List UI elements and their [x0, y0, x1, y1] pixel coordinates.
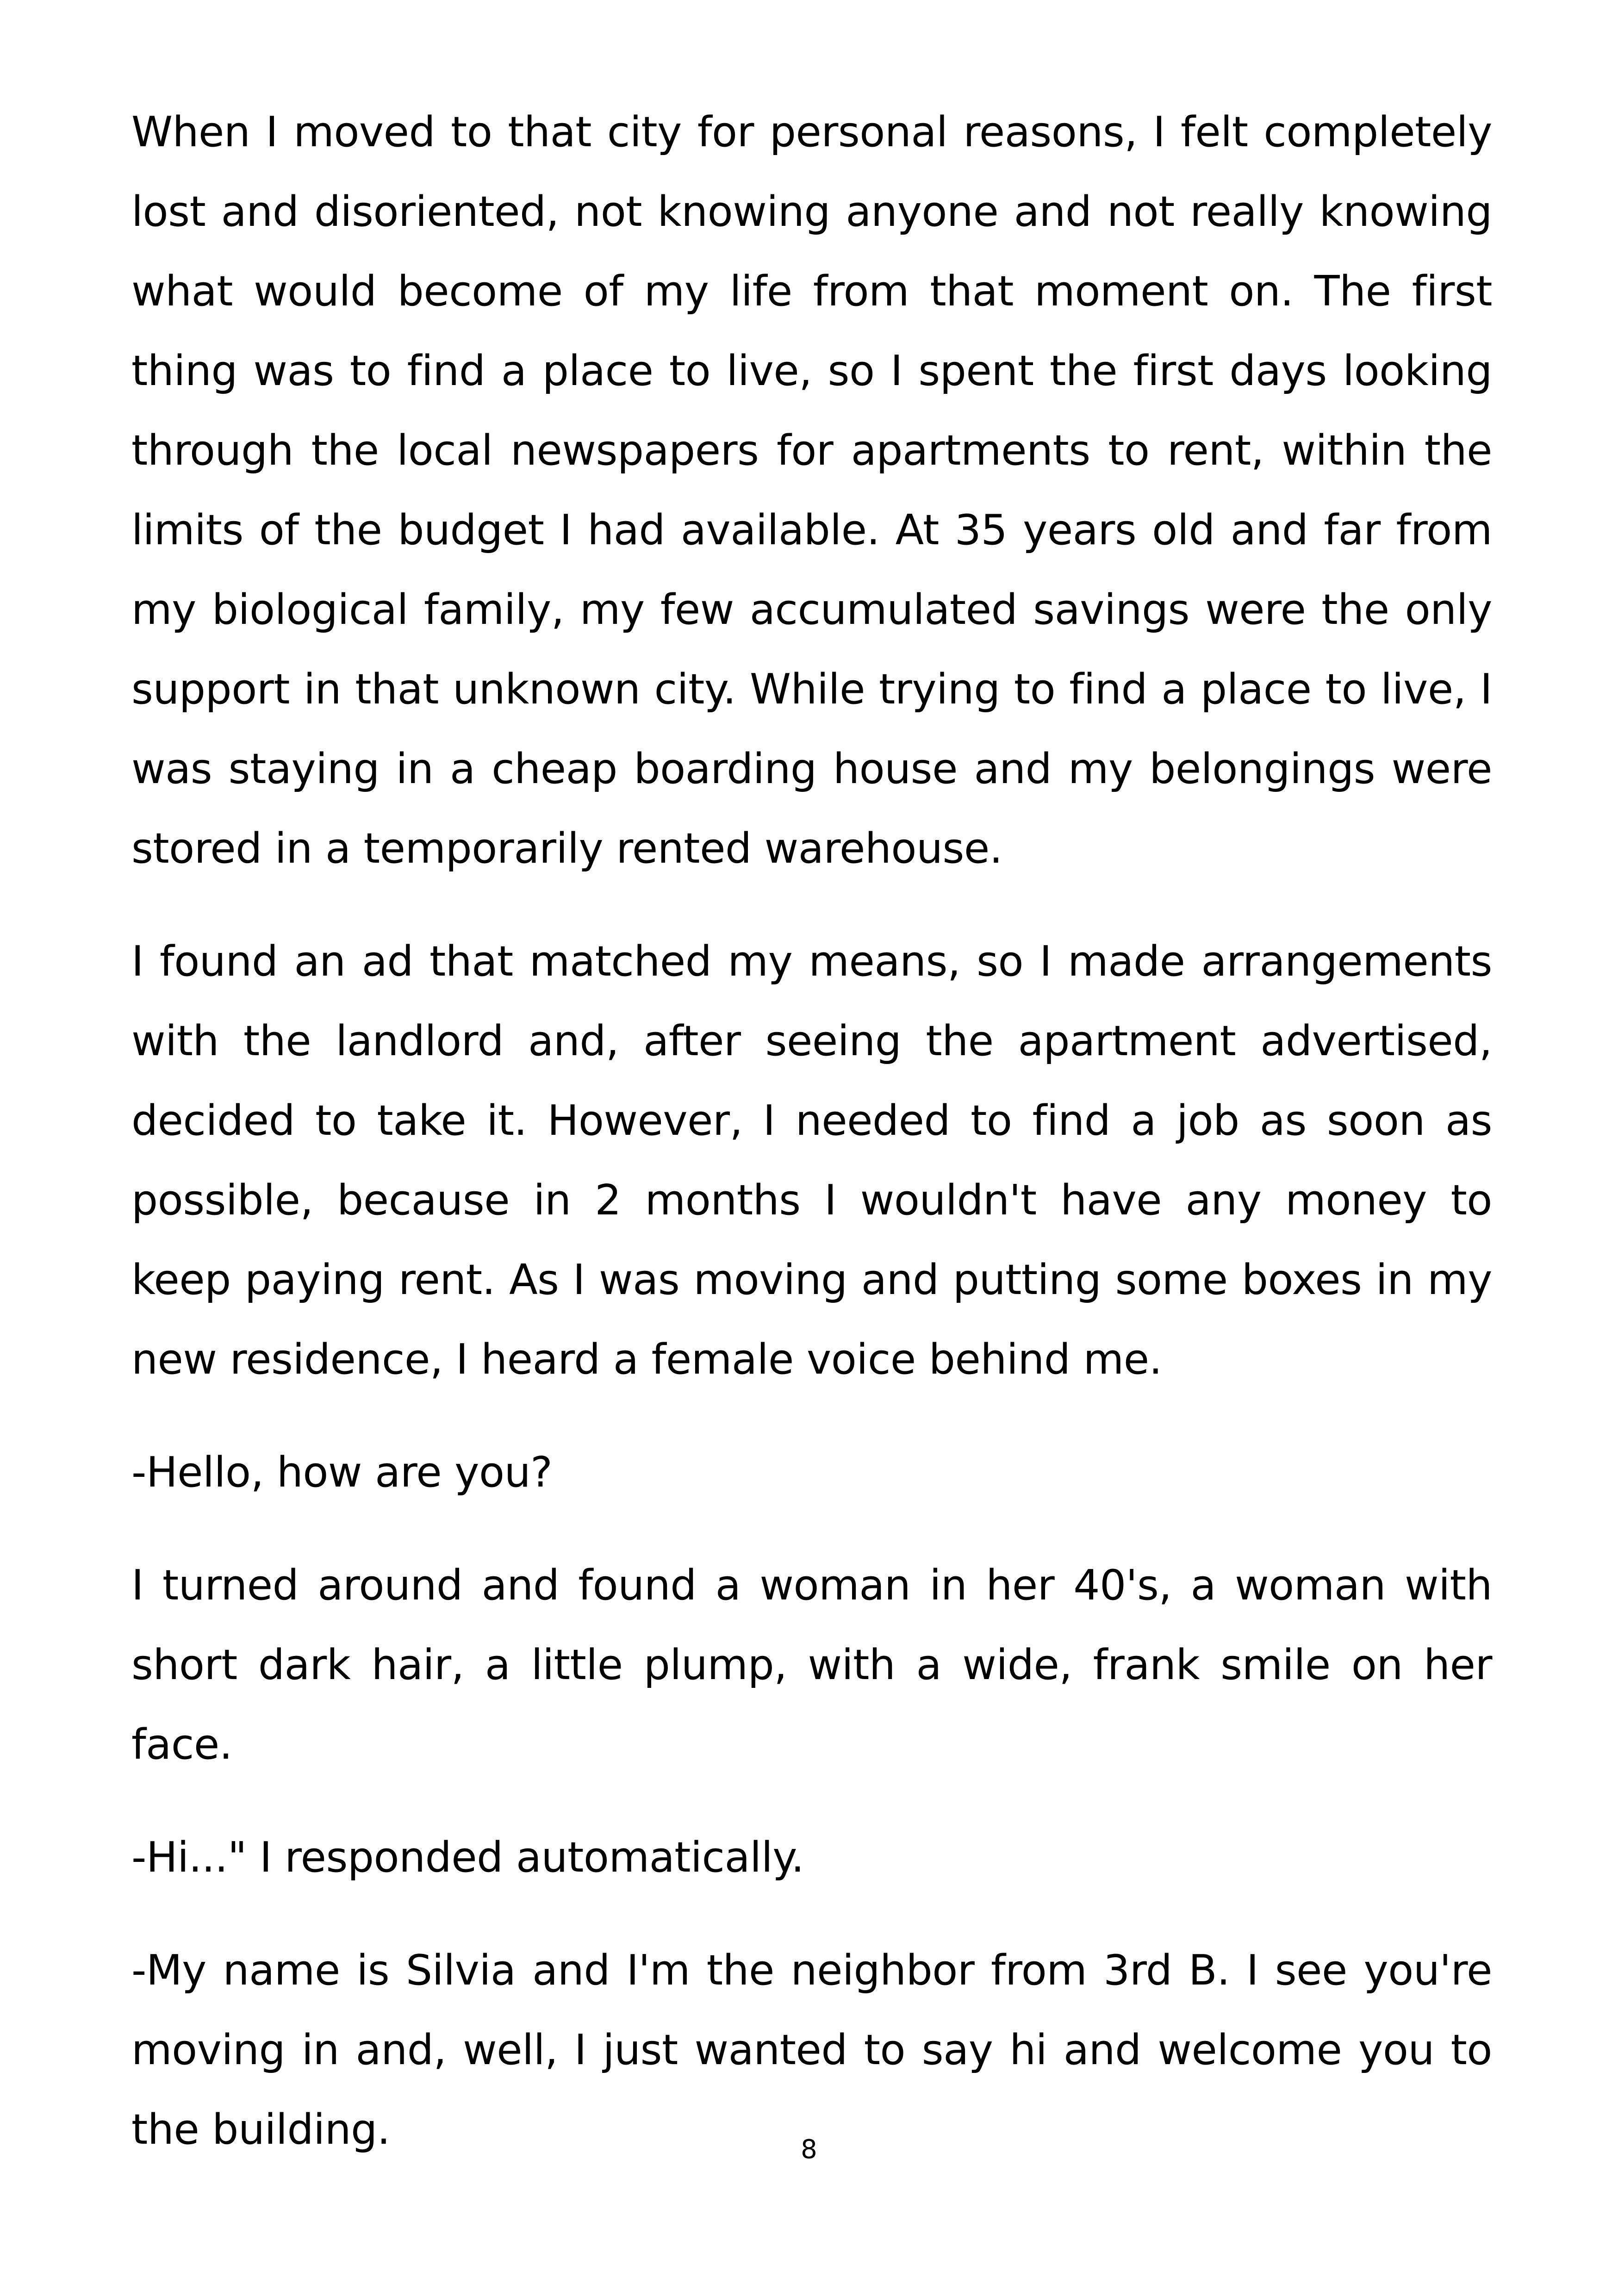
paragraph-4: I turned around and found a woman in her 40's, a woman with short dark hair, a little plump, with a wide, frank smile on her face. [131, 1561, 1492, 1769]
page-body [131, 93, 1492, 2203]
page-number: 8 [801, 2134, 817, 2165]
paragraph-6: -My name is Silvia and I'm the neighbor from 3rd B. I see you're moving in and, well, I just wanted to say hi and welcome you to the building. [131, 1946, 1492, 2154]
paragraph-2: I found an ad that matched my means, so I made arrangements with the landlord and, after seeing the apartment advertised, decided to take it. However, I needed to find a job as soon as possible, because in 2 months I wouldn't have any money to keep paying rent. As I was moving and putting some boxes in my new residence, I heard a female voice behind me. [131, 937, 1492, 1384]
paragraph-5: -Hi..." I responded automatically. [131, 1833, 804, 1882]
paragraph-1: When I moved to that city for personal reasons, I felt completely lost and disoriented, not knowing anyone and not really knowing what would become of my life from that moment on. The first thing was to find a place to live, so I spent the first days looking through the local newspapers for apartments to rent, within the limits of the budget I had available. At 35 years old and far from my biological family, my few accumulated savings were the only support in that unknown city. While trying to find a place to live, I was staying in a cheap boarding house and my belongings were stored in a temporarily rented warehouse. [131, 108, 1492, 873]
paragraph-3: -Hello, how are you? [131, 1448, 553, 1497]
